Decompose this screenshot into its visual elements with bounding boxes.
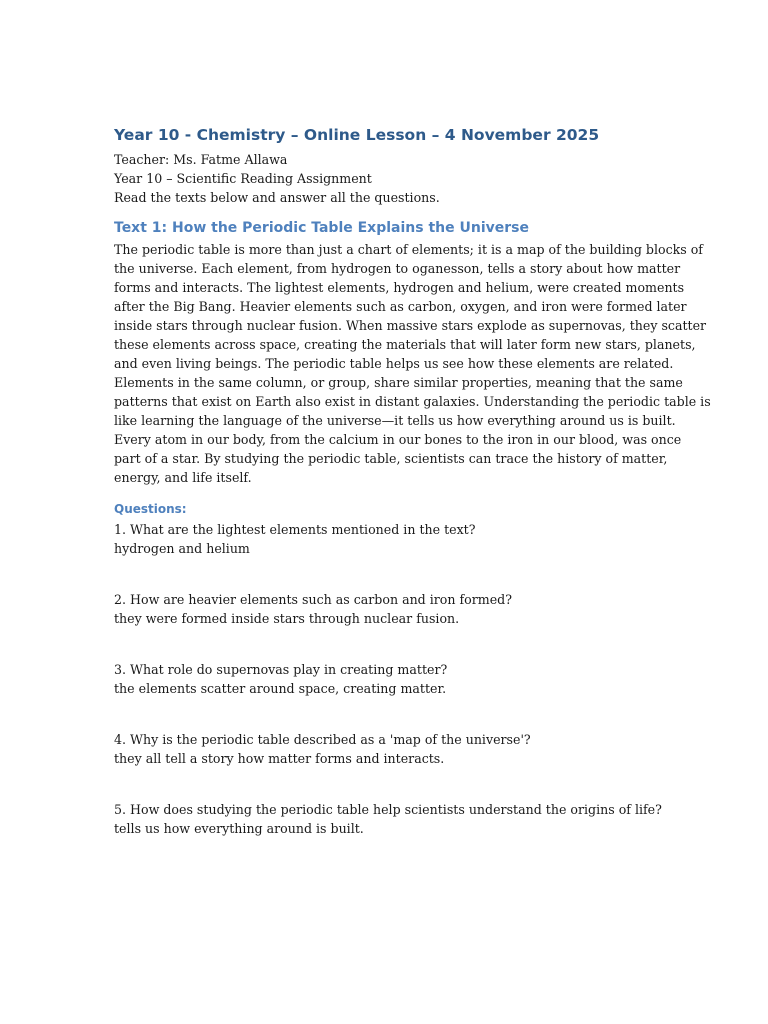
question-text: 3. What role do supernovas play in creating matter? [114, 662, 448, 677]
answer-text[interactable]: the elements scatter around space, creating matter. [114, 681, 447, 696]
questions-heading: Questions: [114, 502, 187, 516]
answer-text[interactable]: they all tell a story how matter forms and interacts. [114, 751, 445, 766]
document-page [114, 124, 711, 838]
instructions-line: Read the texts below and answer all the questions. [114, 190, 440, 205]
document-title: Year 10 - Chemistry – Online Lesson – 4 November 2025 [114, 126, 600, 144]
passage-line: part of a star. By studying the periodic table, scientists can trace the history of matter, [114, 451, 668, 466]
question-item [114, 730, 659, 768]
answer-text[interactable]: hydrogen and helium [114, 541, 250, 556]
question-text: 4. Why is the periodic table described as a 'map of the universe'? [114, 732, 531, 747]
answer-text[interactable]: tells us how everything around is built. [114, 821, 364, 836]
text1-passage [114, 240, 711, 487]
question-item [114, 590, 659, 628]
question-item [114, 800, 662, 838]
question-text: 5. How does studying the periodic table help scientists understand the origins of life? [114, 802, 662, 817]
passage-line: inside stars through nuclear fusion. When massive stars explode as supernovas, they scatter [114, 318, 707, 333]
question-item [114, 660, 659, 698]
passage-line: patterns that exist on Earth also exist in distant galaxies. Understanding the periodic table is [114, 394, 711, 409]
question-text: 1. What are the lightest elements mentioned in the text? [114, 522, 476, 537]
question-text: 2. How are heavier elements such as carbon and iron formed? [114, 592, 512, 607]
question-item [114, 520, 659, 558]
passage-line: The periodic table is more than just a chart of elements; it is a map of the building blocks of [114, 242, 703, 257]
passage-line: Elements in the same column, or group, share similar properties, meaning that the same [114, 375, 683, 390]
teacher-line: Teacher: Ms. Fatme Allawa [114, 152, 288, 167]
passage-line: after the Big Bang. Heavier elements such as carbon, oxygen, and iron were formed later [114, 299, 687, 314]
assignment-line: Year 10 – Scientific Reading Assignment [114, 171, 372, 186]
passage-line: forms and interacts. The lightest elements, hydrogen and helium, were created moments [114, 280, 685, 295]
passage-line: these elements across space, creating the materials that will later form new stars, planets, [114, 337, 696, 352]
answer-text[interactable]: they were formed inside stars through nuclear fusion. [114, 611, 460, 626]
passage-line: like learning the language of the universe—it tells us how everything around us is built. [114, 413, 676, 428]
text1-heading: Text 1: How the Periodic Table Explains the Universe [114, 220, 529, 236]
passage-line: the universe. Each element, from hydrogen to oganesson, tells a story about how matter [114, 261, 681, 276]
passage-line: Every atom in our body, from the calcium in our bones to the iron in our blood, was once [114, 432, 682, 447]
passage-line: energy, and life itself. [114, 470, 252, 485]
document-meta [114, 150, 659, 207]
passage-line: and even living beings. The periodic table helps us see how these elements are related. [114, 356, 674, 371]
questions-list [114, 520, 662, 838]
